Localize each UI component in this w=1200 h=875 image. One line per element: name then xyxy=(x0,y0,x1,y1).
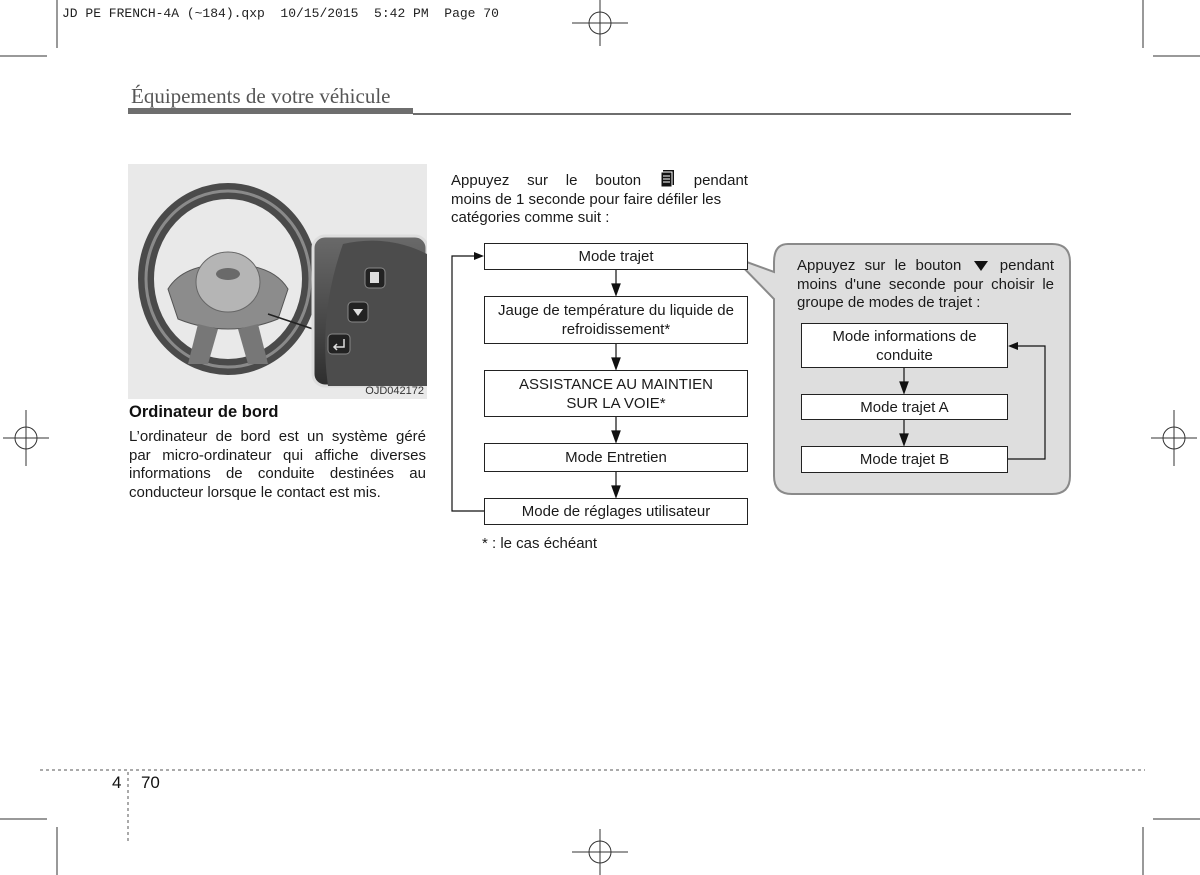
page-number xyxy=(112,773,160,793)
airbag-cover xyxy=(196,252,260,312)
figure-code: OJD042172 xyxy=(365,385,424,397)
registration-mark xyxy=(1151,410,1197,466)
logo-emblem xyxy=(216,268,240,280)
menu-button-icon xyxy=(661,170,674,187)
menu-button-icon xyxy=(370,272,379,283)
flow-arrow xyxy=(612,486,620,497)
print-slug: JD PE FRENCH-4A (~184).qxp 10/15/2015 5:42 PM Page 70 xyxy=(62,6,499,21)
steering-wheel-drawing xyxy=(128,164,427,399)
flow-box-user-settings: Mode de réglages utilisateur xyxy=(484,498,748,525)
section-title: Équipements de votre véhicule xyxy=(131,84,391,108)
flow-box-trip-mode: Mode trajet xyxy=(484,243,748,270)
registration-mark xyxy=(3,410,49,466)
footnote: * : le cas échéant xyxy=(482,535,598,552)
flow-arrow xyxy=(612,431,620,442)
flow-loop-line xyxy=(452,256,484,511)
registration-mark xyxy=(572,829,628,875)
intro-part2: pendant xyxy=(693,172,748,189)
intro-paragraph xyxy=(451,170,748,228)
intro-line-2: moins de 1 seconde pour faire défiler les xyxy=(451,190,722,208)
callout-part1: Appuyez sur le bouton xyxy=(797,257,962,274)
subflow-box-trip-a: Mode trajet A xyxy=(801,394,1008,420)
steering-wheel-illustration xyxy=(128,164,427,399)
inset-ok-button xyxy=(328,334,350,354)
section-heading: Ordinateur de bord xyxy=(129,403,279,421)
intro-line-1 xyxy=(451,170,748,191)
title-underline-thick xyxy=(128,108,413,114)
intro-part1: Appuyez sur le bouton xyxy=(451,172,642,189)
flow-box-lane-assist: ASSISTANCE AU MAINTIEN SUR LA VOIE* xyxy=(484,370,748,417)
page-number-value: 70 xyxy=(140,773,160,792)
intro-line-3: catégories comme suit : xyxy=(451,209,610,226)
registration-mark xyxy=(572,0,628,46)
inset-wheel-section xyxy=(325,241,427,386)
callout-text xyxy=(797,257,1054,313)
flow-arrow xyxy=(612,284,620,295)
flow-box-maintenance: Mode Entretien xyxy=(484,443,748,472)
callout-part2: pendant moins d'une seconde pour choisir le groupe de modes de trajet : xyxy=(797,257,1054,311)
title-underline-thin xyxy=(413,113,1071,115)
flow-arrow xyxy=(612,358,620,369)
down-triangle-icon xyxy=(974,261,988,271)
subflow-box-trip-b: Mode trajet B xyxy=(801,446,1008,473)
subflow-box-driving-info: Mode informations de conduite xyxy=(801,323,1008,368)
flow-box-coolant-gauge: Jauge de température du liquide de refroidissement* xyxy=(484,296,748,344)
section-body: L’ordinateur de bord est un système géré par micro-ordinateur qui affiche diverses informations de conduite destinées au conducteur lorsque le contact est mis. xyxy=(129,428,426,501)
chapter-number: 4 xyxy=(112,773,122,792)
flow-loop-arrowhead xyxy=(474,252,484,260)
